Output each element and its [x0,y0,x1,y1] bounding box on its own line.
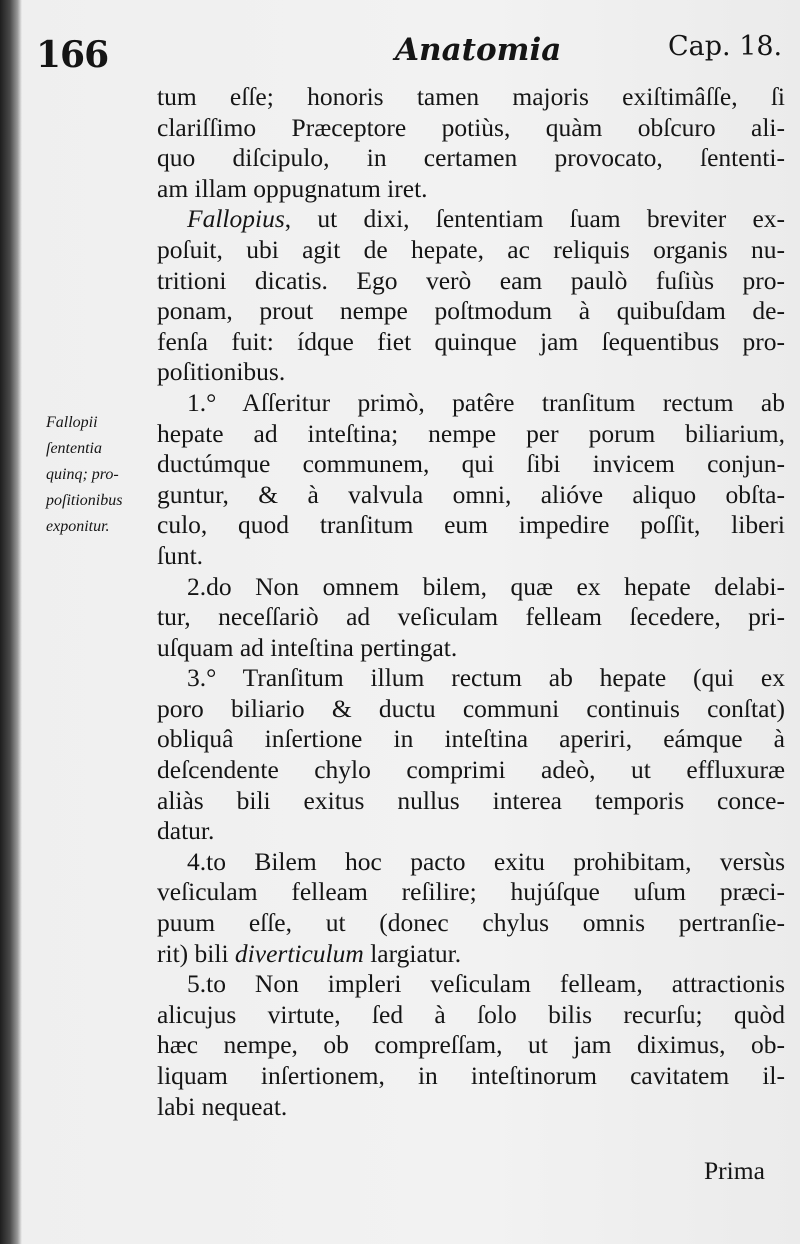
text-line [157,449,785,480]
line-text: deſcendente chylo comprimi adeò, ut effluxuræ [157,755,785,785]
line-text: ponam, prout nempe poſtmodum à quibuſdam de- [157,296,785,326]
margin-note-line: ſententia [46,440,102,457]
text-line [157,388,785,419]
line-text: ſunt. [157,540,204,570]
text-line [157,663,785,694]
text-line [157,1061,785,1092]
line-text: labi nequeat. [157,1091,288,1121]
text-line [157,694,785,725]
line-text: liquam inſertionem, in inteſtinorum cavitatem il- [157,1061,785,1090]
text-line [157,572,785,603]
line-text: 1.° Aſſeritur primò, patêre tranſitum rectum ab [187,387,785,417]
text-line [157,143,785,174]
text-line [157,327,785,358]
line-text-tail: largiatur. [363,938,462,968]
margin-note-line: Fallopii [46,414,98,431]
line-text: 2.do Non omnem bilem, quæ ex hepate delabi- [187,571,785,601]
line-text: tur, neceſſariò ad veſiculam felleam ſecedere, pri- [157,602,785,632]
text-line [157,235,785,266]
text-line [157,816,785,847]
line-text: alicujus virtute, ſed à ſolo bilis recurſu; quòd [157,999,785,1029]
text-line [157,1000,785,1031]
page-number: 166 [36,34,109,76]
margin-note [46,410,156,540]
text-line [157,847,785,878]
text-line [157,602,785,633]
text-line [157,419,785,450]
text-line [157,113,785,144]
line-text: culo, quod tranſitum eum impedire poſſit, liberi [157,510,785,540]
text-line [157,755,785,786]
text-line [157,939,785,970]
line-text: aliàs bili exitus nullus interea temporis conce- [157,785,785,815]
line-text: am illam oppugnatum iret. [157,173,428,203]
text-line [157,174,785,205]
line-text: obliquâ inſertione in inteſtina aperiri, eámque à [157,724,785,754]
text-line [157,296,785,327]
binding-gutter [0,0,22,1244]
line-text: uſquam ad inteſtina pertingat. [157,632,458,662]
line-text: quo diſcipulo, in certamen provocato, ſententi- [157,143,785,173]
line-text: poſuit, ubi agit de hepate, ac reliquis organis nu- [157,234,785,264]
line-text: 5.to Non impleri veſiculam felleam, attractionis [187,969,785,999]
line-text: hepate ad inteſtina; nempe per porum biliarium, [157,418,785,448]
line-text: guntur, & à valvula omni, alióve aliquo obſta- [157,479,785,509]
italic-name: Fallopius [187,204,285,234]
text-line [157,204,785,235]
text-line [157,877,785,908]
line-text: poſitionibus. [157,357,286,387]
text-line [157,1030,785,1061]
text-line [157,786,785,817]
line-text: tritioni dicatis. Ego verò eam paulò fuſiùs pro- [157,265,785,295]
line-text: fenſa fuit: ídque fiet quinque jam ſequentibus pro- [157,326,785,356]
catchword: Prima [704,1156,765,1185]
line-text: 4.to Bilem hoc pacto exitu prohibitam, versùs [187,846,785,876]
running-head: Anatomia [395,32,562,68]
margin-note-line: quinq; pro- [46,466,119,483]
line-text: veſiculam felleam reſilire; hujúſque uſum præci- [157,877,785,907]
italic-term: diverticulum [234,938,364,968]
text-line [157,969,785,1000]
text-line [157,1092,785,1123]
line-text: , ut dixi, ſententiam ſuam breviter ex- [284,204,785,234]
text-line [157,633,785,664]
text-line [157,908,785,939]
line-text: datur. [157,816,215,846]
text-line [157,357,785,388]
line-text: clariſſimo Præceptore potiùs, quàm obſcuro ali- [157,112,785,142]
text-line [157,82,785,113]
text-line [157,541,785,572]
margin-note-line: exponitur. [46,518,110,535]
body-text [157,82,785,1122]
line-text: puum eſſe, ut (donec chylus omnis pertranſie- [157,908,785,938]
text-line [157,724,785,755]
chapter-reference: Cap. 18. [668,31,783,62]
line-text: rit) bili [157,938,235,968]
text-line [157,510,785,541]
line-text: 3.° Tranſitum illum rectum ab hepate (qui ex [187,663,785,693]
margin-note-line: poſitionibus [46,492,123,509]
text-line [157,480,785,511]
line-text: hæc nempe, ob compreſſam, ut jam diximus, ob- [157,1030,785,1060]
line-text: ductúmque communem, qui ſibi invicem conjun- [157,449,785,479]
line-text: poro biliario & ductu communi continuis conſtat) [157,693,785,723]
line-text: tum eſſe; honoris tamen majoris exiſtimâſſe, ſi [157,82,785,111]
text-line [157,266,785,297]
